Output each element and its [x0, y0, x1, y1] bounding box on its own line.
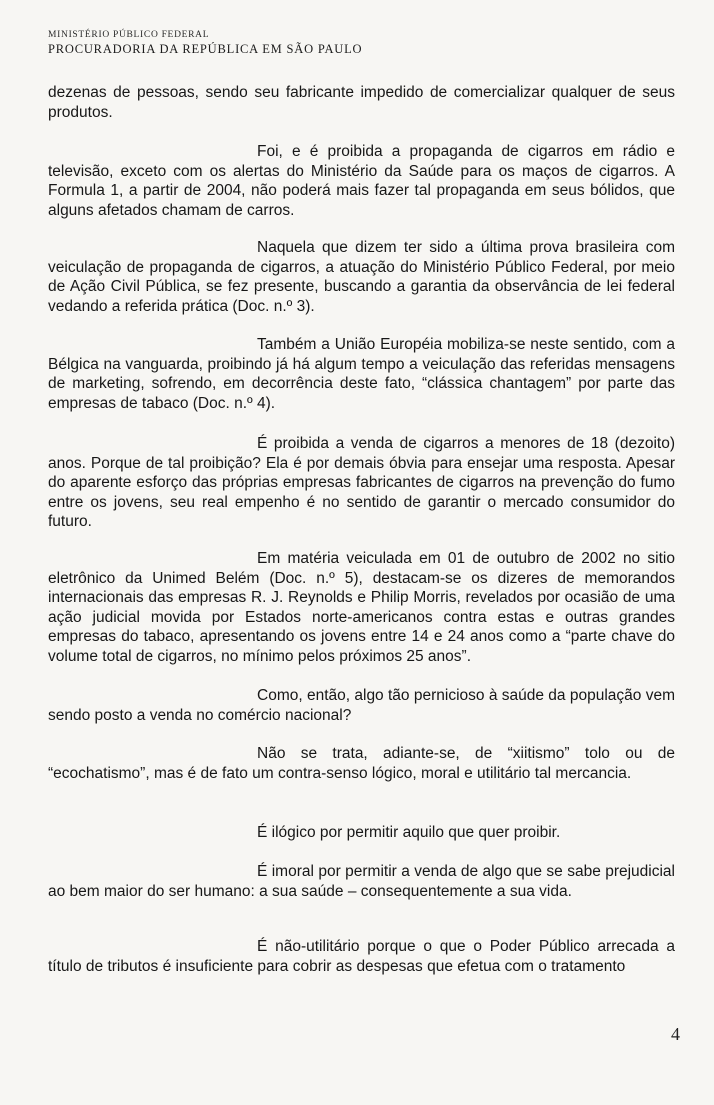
header-procuradoria: PROCURADORIA DA REPÚBLICA EM SÃO PAULO	[48, 42, 363, 56]
paragraph-8: Não se trata, adiante-se, de “xiitismo” tolo ou de “ecochatismo”, mas é de fato um contra-senso lógico, moral e utilitário tal mercancia.	[48, 745, 675, 782]
paragraph-7: Como, então, algo tão pernicioso à saúde da população vem sendo posto a venda no comércio nacional?	[48, 687, 675, 724]
paragraph-3: Naquela que dizem ter sido a última prova brasileira com veiculação de propaganda de cigarros, a atuação do Ministério Público Federal, por meio de Ação Civil Pública, se fez presente, buscando a garantia da observância de lei federal vedando a referida prática (Doc. n.º 3).	[48, 239, 675, 315]
header-ministry: MINISTÉRIO PÚBLICO FEDERAL	[48, 30, 210, 40]
paragraph-2: Foi, e é proibida a propaganda de cigarros em rádio e televisão, exceto com os alertas do Ministério da Saúde para os maços de cigarros. A Formula 1, a partir de 2004, não poderá mais fazer tal propaganda em seus bólidos, que alguns afetados chamam de carros.	[48, 143, 675, 219]
paragraph-11: É não-utilitário porque o que o Poder Público arrecada a título de tributos é insuficiente para cobrir as despesas que efetua com o tratamento	[48, 938, 675, 975]
paragraph-9: É ilógico por permitir aquilo que quer proibir.	[257, 824, 561, 841]
page-number: 4	[671, 1024, 680, 1044]
paragraph-10: É imoral por permitir a venda de algo que se sabe prejudicial ao bem maior do ser humano: a sua saúde – consequentemente a sua vida.	[48, 863, 675, 900]
paragraph-5: É proibida a venda de cigarros a menores de 18 (dezoito) anos. Porque de tal proibição? Ela é por demais óbvia para ensejar uma resposta. Apesar do aparente esforço das próprias empresas fabricantes de cigarros na prevenção do fumo entre os jovens, seu real empenho é no sentido de garantir o mercado consumidor do futuro.	[48, 435, 675, 530]
paragraph-6: Em matéria veiculada em 01 de outubro de 2002 no sitio eletrônico da Unimed Belém (Doc. n.º 5), destacam-se os dizeres de memorandos internacionais das empresas R. J. Reynolds e Philip Morris, revelados por ocasião de uma ação judicial movida por Estados norte-americanos contra estas e outras grandes empresas do tabaco, apresentando os jovens entre 14 e 24 anos como a “parte chave do volume total de cigarros, no mínimo pelos próximos 25 anos”.	[48, 550, 675, 665]
paragraph-4: Também a União Européia mobiliza-se neste sentido, com a Bélgica na vanguarda, proibindo já há algum tempo a veiculação das referidas mensagens de marketing, sofrendo, em decorrência deste fato, “clássica chantagem” por parte das empresas de tabaco (Doc. n.º 4).	[48, 336, 675, 412]
paragraph-1: dezenas de pessoas, sendo seu fabricante impedido de comercializar qualquer de seus produtos.	[48, 84, 675, 121]
